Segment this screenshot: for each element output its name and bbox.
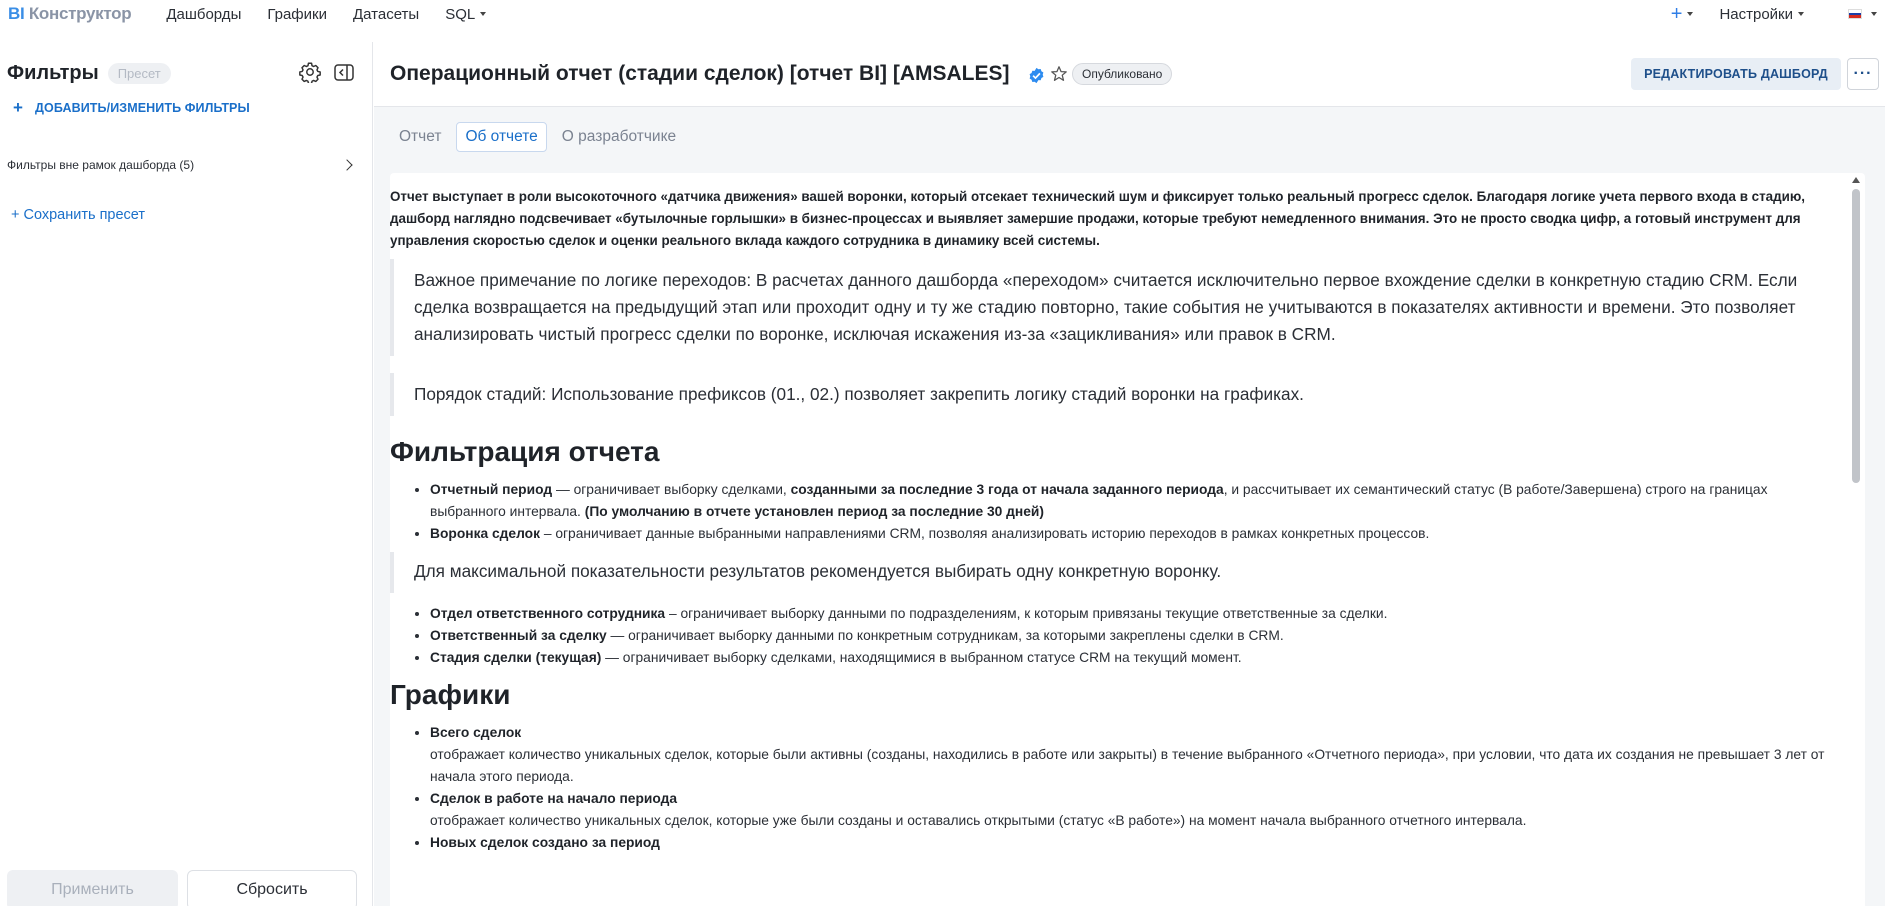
chart-open-deals-name: • Сделок в работе на начало периода <box>430 791 678 806</box>
chart-new-deals-name: • Новых сделок создано за период <box>430 835 660 850</box>
list-item <box>430 647 1842 669</box>
reset-button[interactable]: Сбросить <box>187 870 357 906</box>
filter-department-text: – ограничивает выборку данными по подразделениям, к которым привязаны текущие ответственные за сделки. <box>665 606 1388 621</box>
filters-list-1 <box>390 479 1842 545</box>
list-item <box>430 625 1842 647</box>
filters-list-2 <box>390 603 1842 669</box>
page-title: Операционный отчет (стадии сделок) [отчет BI] [AMSALES] <box>390 62 1010 85</box>
filter-period-bold: созданными за последние 3 года от начала заданного периода <box>790 482 1224 497</box>
chevron-down-icon <box>1871 12 1877 16</box>
status-badge: Опубликовано <box>1072 63 1172 85</box>
chart-total-deals-text: отображает количество уникальных сделок, которые были активны (созданы, находились в работе или закрыты) в течение выбранного «Отчетного периода», при условии, что дата их создания не превышает 3 лет от начала этого периода. <box>430 747 1825 784</box>
more-options-button[interactable]: ··· <box>1847 58 1879 90</box>
nav-sql[interactable] <box>432 6 499 23</box>
nav-sql-label: SQL <box>445 5 476 23</box>
funnel-recommendation-note: Для максимальной показательности результатов рекомендуется выбирать одну конкретную воронку. <box>390 552 1842 593</box>
stage-order-note: Порядок стадий: Использование префиксов (01., 02.) позволяет закрепить логику стадий воронки на графиках. <box>390 373 1842 416</box>
filter-responsible-text: — ограничивает выборку данными по конкретным сотрудникам, за которыми закреплены сделки в CRM. <box>606 628 1284 643</box>
chevron-right-icon <box>341 159 352 170</box>
russian-flag-icon <box>1848 9 1862 19</box>
list-item <box>430 479 1842 523</box>
collapse-panel-icon[interactable] <box>334 64 354 81</box>
filter-department-name: Отдел ответственного сотрудника <box>430 606 666 621</box>
list-item <box>430 832 1842 854</box>
chart-total-deals-name: • Всего сделок <box>430 725 522 740</box>
list-item <box>430 523 1842 545</box>
charts-section-heading: Графики <box>390 679 511 710</box>
top-navigation-bar <box>0 0 1885 28</box>
logo-bi: BI <box>8 4 25 23</box>
list-item <box>430 603 1842 625</box>
dashboard-tabs <box>390 122 685 152</box>
chevron-down-icon <box>1687 12 1693 16</box>
tab-report[interactable]: Отчет <box>399 128 442 145</box>
transition-logic-note: Важное примечание по логике переходов: В расчетах данного дашборда «переходом» считается исключительно первое вхождение сделки в конкретную стадию CRM. Если сделка возвращается на предыдущий этап или проходит одну и ту же стадию повторно, такие события не учитываются в показателях активности и времени. Это позволяет анализировать чистый прогресс сделки по воронке, исключая искажения из-за «зацикливания» или правок в CRM. <box>390 259 1842 356</box>
save-preset-link[interactable]: + Сохранить пресет <box>11 207 146 223</box>
chart-open-deals-text: отображает количество уникальных сделок, которые уже были созданы и оставались открытыми (статус «В работе») на момент начала выбранного отчетного интервала. <box>430 813 1527 828</box>
filters-section-heading: Фильтрация отчета <box>390 436 660 467</box>
language-menu[interactable] <box>1848 9 1877 19</box>
logo-name: Конструктор <box>24 4 132 23</box>
star-icon[interactable] <box>1050 65 1068 83</box>
tab-about-report[interactable]: Об отчете <box>456 122 546 152</box>
settings-menu[interactable] <box>1719 6 1804 23</box>
filter-period-text-2: , и рассчитывает их семантический статус (В работе/Завершена) строго на границах выбранного интервала. <box>430 482 1768 519</box>
nav-datasets-label: Датасеты <box>352 5 420 23</box>
scrollbar-thumb[interactable] <box>1852 189 1860 483</box>
chevron-down-icon <box>1798 12 1804 16</box>
settings-label: Настройки <box>1719 5 1793 23</box>
add-edit-filters-label: ДОБАВИТЬ/ИЗМЕНИТЬ ФИЛЬТРЫ <box>35 101 250 115</box>
nav-dashboards[interactable] <box>153 6 254 23</box>
filter-stage-text: — ограничивает выборку сделками, находящимися в выбранном статусе CRM на текущий момент. <box>601 650 1242 665</box>
filter-period-name: Отчетный период <box>430 482 553 497</box>
filter-responsible-name: Ответственный за сделку <box>430 628 607 643</box>
plus-icon: + <box>1670 2 1683 25</box>
preset-badge[interactable]: Пресет <box>108 63 171 84</box>
create-menu-button[interactable] <box>1671 3 1694 26</box>
charts-list <box>390 722 1842 854</box>
add-edit-filters-button[interactable] <box>13 98 250 118</box>
nav-charts-label: Графики <box>267 5 327 23</box>
nav-dashboards-label: Дашборды <box>166 5 242 23</box>
filters-header <box>7 62 171 85</box>
main-nav <box>153 6 499 23</box>
filter-period-text: — ограничивает выборку сделками, <box>552 482 791 497</box>
top-right-controls <box>1671 0 1885 28</box>
nav-charts[interactable] <box>254 6 340 23</box>
scrollbar[interactable] <box>1851 177 1861 906</box>
nav-datasets[interactable] <box>340 6 432 23</box>
outer-filters-row[interactable] <box>7 158 357 172</box>
filters-panel <box>0 42 373 906</box>
edit-dashboard-button[interactable]: РЕДАКТИРОВАТЬ ДАШБОРД <box>1631 58 1841 90</box>
intro-paragraph: Отчет выступает в роли высокоточного «датчика движения» вашей воронки, который отсекает технический шум и фиксирует только реальный прогресс сделок. Благодаря логике учета первого входа в стадию, дашборд наглядно подсвечивает «бутылочные горлышки» в бизнес-процессах и выявляет замершие продажи, которые требуют немедленного внимания. Это не просто сводка цифр, а готовый инструмент для управления скоростью сделок и оценки реального вклада каждого сотрудника в динамику всей системы. <box>390 189 1806 248</box>
chevron-down-icon <box>480 12 486 16</box>
list-item <box>430 722 1842 788</box>
list-item <box>430 788 1842 832</box>
apply-button[interactable]: Применить <box>7 870 178 906</box>
verified-badge-icon <box>1028 67 1045 84</box>
flag-stripe-red <box>1849 15 1861 18</box>
app-logo[interactable] <box>8 4 131 24</box>
tab-about-developer[interactable]: О разработчике <box>561 128 677 145</box>
filter-funnel-text: – ограничивает данные выбранными направлениями CRM, позволяя анализировать историю переходов в рамках конкретных процессов. <box>540 526 1430 541</box>
filters-title: Фильтры <box>7 62 99 84</box>
scroll-up-icon[interactable] <box>1852 177 1860 183</box>
filter-stage-name: Стадия сделки (текущая) <box>430 650 602 665</box>
about-report-text <box>390 186 1842 854</box>
outer-filters-label: Фильтры вне рамок дашборда (5) <box>7 158 195 172</box>
dashboard-header <box>374 42 1885 107</box>
filter-period-default: (По умолчанию в отчете установлен период за последние 30 дней) <box>584 504 1045 519</box>
plus-icon: + <box>13 98 24 117</box>
gear-icon[interactable] <box>299 61 321 83</box>
filter-funnel-name: Воронка сделок <box>430 526 541 541</box>
